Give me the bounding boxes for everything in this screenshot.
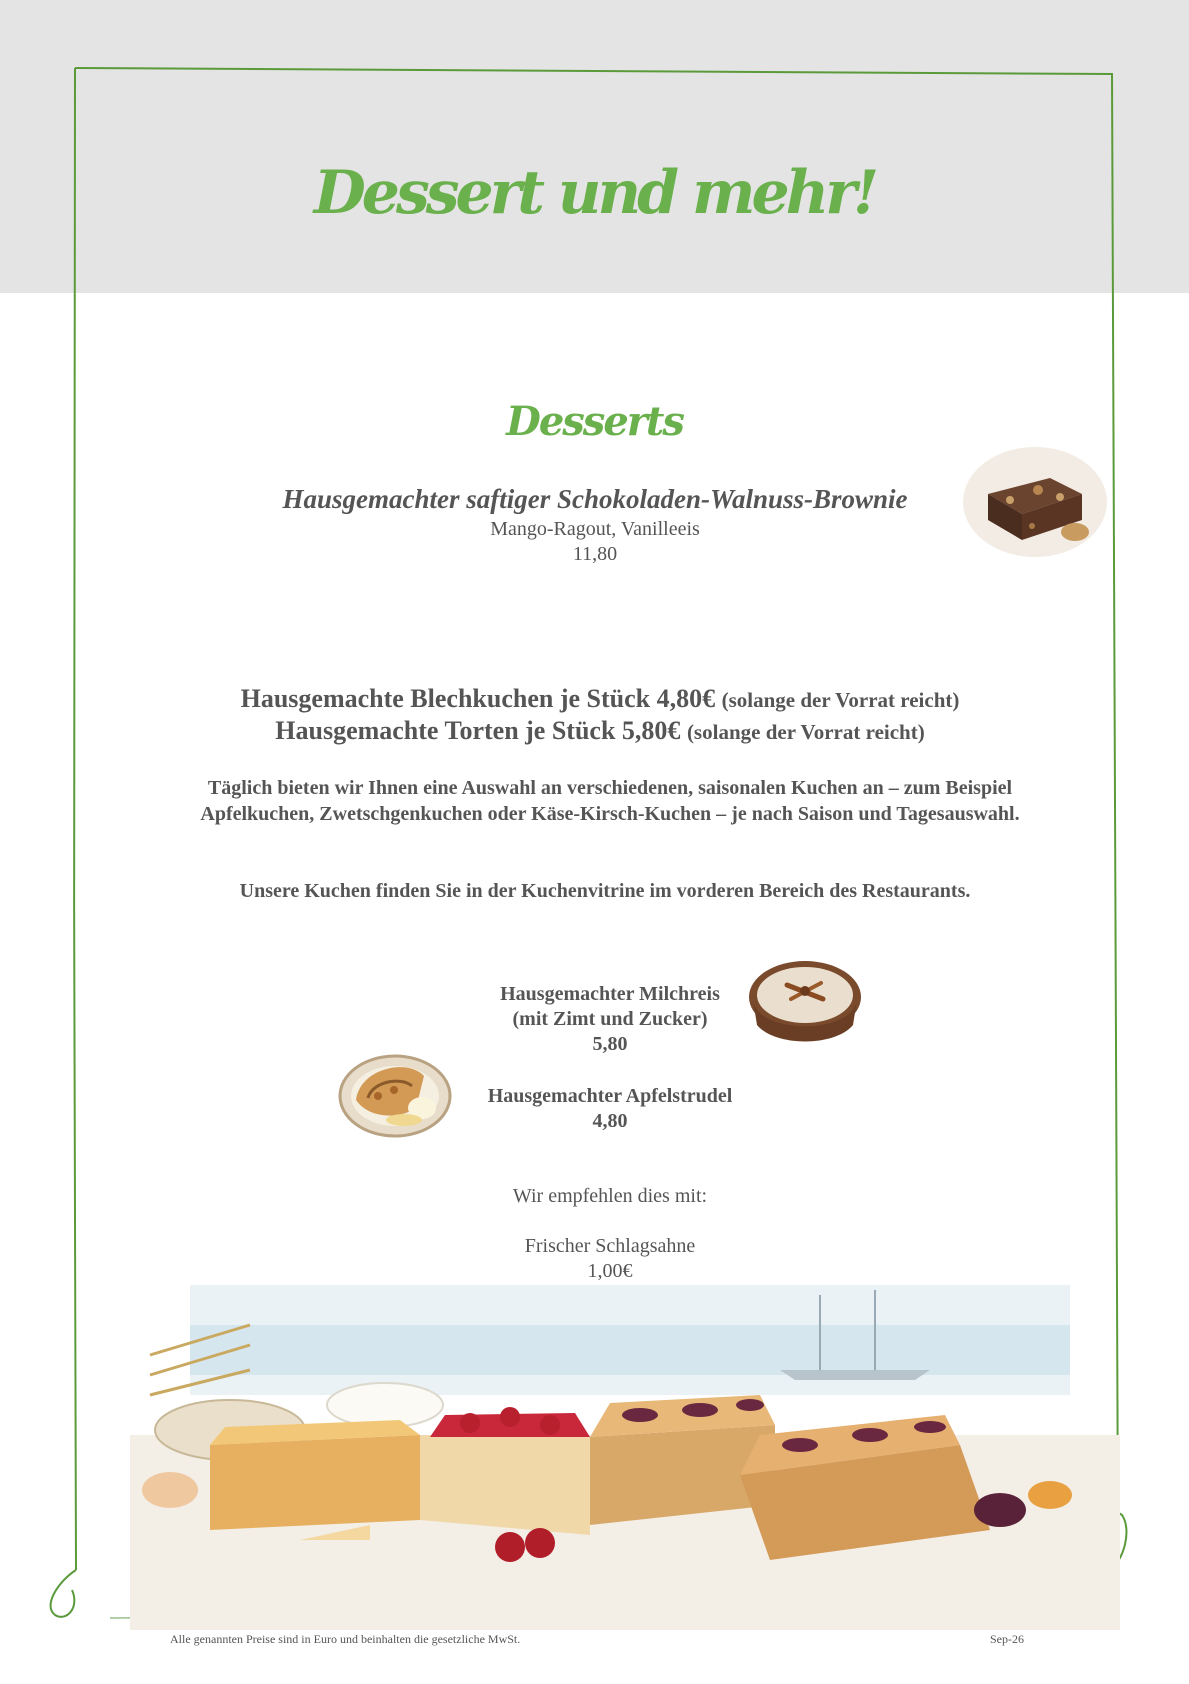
menu-title: Dessert und mehr! [313, 158, 876, 228]
milk-rice-image [745, 955, 865, 1050]
tortes-note: (solange der Vorrat reicht) [686, 720, 925, 744]
recommend-intro: Wir empfehlen dies mit: [512, 1185, 708, 1207]
brownie-image [960, 442, 1110, 562]
milk-rice-price: 5,80 [592, 1033, 628, 1055]
sheet-cake-line [100, 684, 1100, 714]
brownie-description: Mango-Ragout, Vanilleeis [490, 518, 700, 540]
whipped-cream-price: 1,00€ [587, 1260, 633, 1282]
apple-strudel-image [338, 1048, 453, 1140]
footer-disclaimer: Alle genannten Preise sind in Euro und beinhalten die gesetzliche MwSt. [170, 1632, 521, 1646]
cake-scene-image [130, 1285, 1120, 1630]
brownie-price: 11,80 [572, 543, 618, 565]
milk-rice-name: Hausgemachter Milchreis [500, 983, 720, 1005]
whipped-cream-name: Frischer Schlagsahne [524, 1235, 696, 1257]
sheet-cake-note: (solange der Vorrat reicht) [721, 688, 960, 712]
section-title: Desserts [506, 398, 683, 445]
apple-strudel-name: Hausgemachter Apfelstrudel [487, 1085, 733, 1107]
milk-rice-subtitle: (mit Zimt und Zucker) [512, 1008, 708, 1030]
footer-date: Sep-26 [990, 1632, 1024, 1646]
sheet-cake-text: Hausgemachte Blechkuchen je Stück 4,80€ [240, 684, 716, 713]
header-band [0, 0, 1189, 293]
brownie-name: Hausgemachter saftiger Schokoladen-Walnuss-Brownie [282, 484, 908, 514]
tortes-text: Hausgemachte Torten je Stück 5,80€ [275, 716, 681, 745]
cake-info-paragraph: Täglich bieten wir Ihnen eine Auswahl an verschiedenen, saisonalen Kuchen an – zum Beispiel Apfelkuchen, Zwetschgenkuchen oder Käse-Kirsch-Kuchen – je nach Saison und Tagesauswahl. [200, 777, 1020, 825]
tortes-line [100, 716, 1100, 746]
apple-strudel-price: 4,80 [592, 1110, 628, 1132]
cake-location-text: Unsere Kuchen finden Sie in der Kuchenvitrine im vorderen Bereich des Restaurants. [239, 880, 971, 902]
